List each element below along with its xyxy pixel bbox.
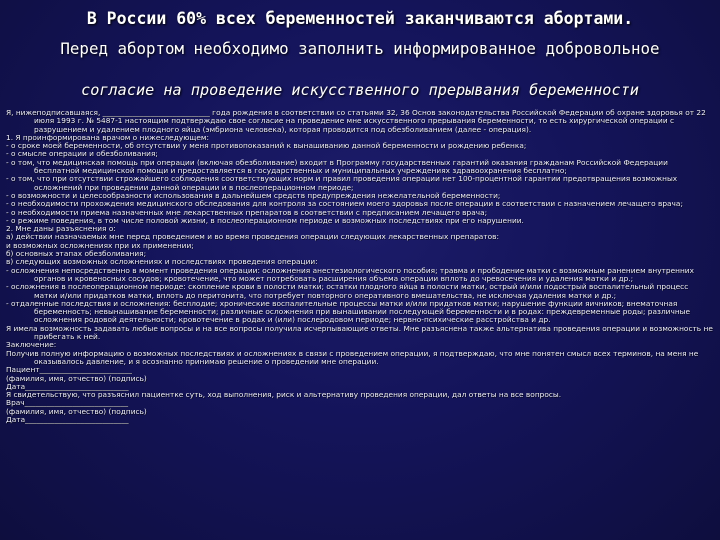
patient-signature-caption: (фамилия, имя, отчество) (подпись) (6, 373, 147, 383)
paragraph-explanations-header: 2. Мне даны разъяснения о: (6, 224, 116, 234)
list-item: - осложнения непосредственно в момент проведения операции: осложнения анестезиологического пособия; травма и прободение матки с возможным ранением внутренних органов и кровеносных сосудов; кровотечение, что может потребовать расширения объема операции вплоть до чревосечения и удаления матки и др.; (6, 265, 694, 283)
doctor-signature-caption: (фамилия, имя, отчество) (подпись) (6, 406, 147, 416)
paragraph-informed-header: 1. Я проинформирована врачом о нижеследующем: (6, 132, 209, 142)
paragraph-questions: Я имела возможность задавать любые вопросы и на все вопросы получила исчерпывающие ответы. Мне разъяснена также альтернатива проведения операции и возможность не прибегать к ней. (6, 323, 713, 342)
list-item: в) следующих возможных осложнениях и последствиях проведения операции: (6, 257, 318, 267)
doctor-signature-line: Врач____________________________ (6, 398, 129, 408)
list-item: - о режиме поведения, в том числе половой жизни, в послеоперационном периоде и возможных последствиях при его нарушении. (6, 215, 524, 225)
slide-title-line-1: В России 60% всех беременностей заканчиваются абортами. (86, 9, 634, 28)
slide-title-line-3: согласие на проведение искусственного прерывания беременности (81, 81, 639, 99)
list-item: - о возможности и целесообразности использования в дальнейшем средств предупреждения нежелательной беременности; (6, 190, 501, 200)
list-item: - о смысле операции и обезболивания; (6, 149, 158, 159)
list-item: - о необходимости приема назначенных мне лекарственных препаратов в соответствии с предписанием лечащего врача; (6, 207, 488, 217)
list-item: - о том, что при отсутствии строжайшего соблюдения соответствующих норм и правил проведения операции нет 100-процентной гарантии предотвращения возможных осложнений при проведении данной операции и в послеоперационном периоде; (6, 174, 678, 192)
doctor-date-line: Дата____________________________ (6, 414, 129, 424)
patient-date-line: Дата____________________________ (6, 381, 129, 391)
list-item: и возможных осложнениях при их применении; (6, 240, 194, 250)
list-item: - о необходимости прохождения медицинского обследования для контроля за состоянием моего здоровья после операции в соответствии с назначением лечащего врача; (6, 199, 683, 209)
list-item: - отдаленные последствия и осложнения: бесплодие; хронические воспалительные процессы матки и/или придатков матки; нарушение функции яичников; внематочная беременность; невынашивание беременности; различные осложнения при вынашивании последующей беременности и в родах: преждевременные роды; различные осложнения родовой деятельности; кровотечение в родах и (или) послеродовом периоде; нервно-психические расстройства и др. (6, 298, 691, 325)
paragraph-intro: Я, нижеподписавшаяся, _____________________________ года рождения в соответствии со статьями 32, 36 Основ законодательства Российской Федерации об охране здоровья от 22 июля 1993 г. № 5487-1 настоящим подтверждаю свое согласие на проведение мне искусственного прерывания беременности, то есть хирургической операции с разрушением и удалением плодного яйца (эмбриона человека), которая проводится под обезболиванием (далее - операция). (6, 108, 706, 134)
paragraph-conclusion: Получив полную информацию о возможных последствиях и осложнениях в связи с проведением операции, я подтверждаю, что мне понятен смысл всех терминов, на меня не оказывалось давление, и я осознанно принимаю решение о проведении мне операции. (6, 348, 699, 366)
list-item: - о том, что медицинская помощь при операции (включая обезболивание) входит в Программу государственных гарантий оказания гражданам Российской Федерации бесплатной медицинской помощи и предоставляется в государственных и муниципальных учреждениях здравоохранения бесплатно; (6, 157, 668, 176)
list-item: - осложнения в послеоперационном периоде: скопление крови в полости матки; остатки плодного яйца в полости матки, острый и/или подострый воспалительный процесс матки и/или придатков матки, вплоть до перитонита, что потребует повторного оперативного вмешательства, не исключая удаления матки и др.; (6, 282, 689, 300)
paragraph-doctor-statement: Я свидетельствую, что разъяснил пациентке суть, ход выполнения, риск и альтернативу проведения операции, дал ответы на все вопросы. (6, 390, 562, 400)
patient-signature-line: Пациент_________________________ (6, 365, 132, 375)
list-item: а) действии назначаемых мне перед проведением и во время проведения операции следующих лекарственных препаратов: (6, 232, 500, 242)
list-item: - о сроке моей беременности, об отсутствии у меня противопоказаний к вынашиванию данной беременности и рождению ребенка; (6, 141, 527, 151)
list-item: б) основных этапах обезболивания; (6, 249, 147, 259)
paragraph-conclusion-header: Заключение: (6, 340, 57, 350)
slide-title-line-2: Перед абортом необходимо заполнить информированное добровольное (60, 39, 660, 58)
consent-form-text (6, 109, 714, 424)
